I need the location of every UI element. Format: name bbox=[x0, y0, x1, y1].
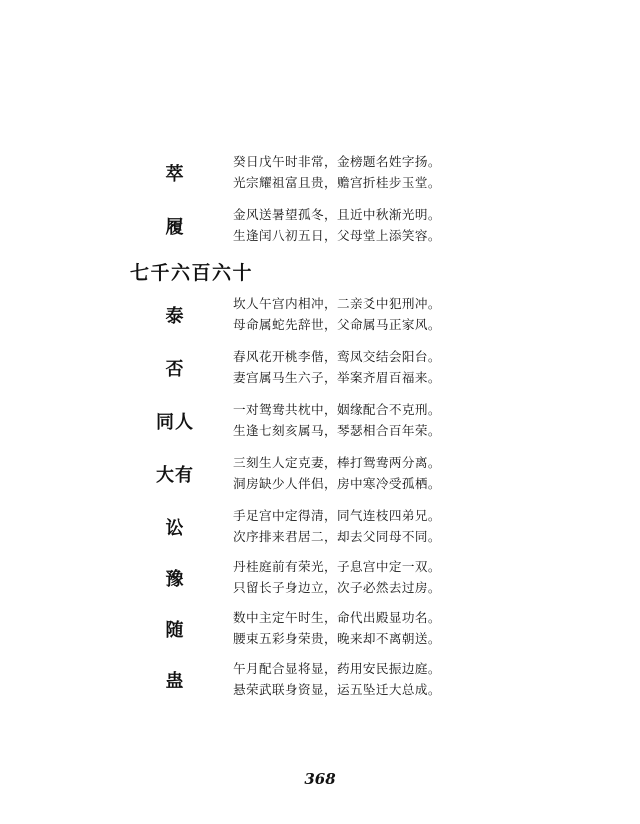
verse-line: 只留长子身边立，次子必然去过房。 bbox=[233, 580, 441, 595]
verse-block bbox=[233, 399, 473, 441]
hexagram-entry bbox=[0, 399, 640, 443]
verse-line: 光宗耀祖富且贵，赡宫折桂步玉堂。 bbox=[233, 175, 441, 190]
verse-line: 春风花开桃李偕，鸾凤交结会阳台。 bbox=[233, 349, 441, 364]
verse-line: 腰束五彩身荣贵，晚来却不离朝送。 bbox=[233, 631, 441, 646]
hexagram-name: 泰 bbox=[165, 306, 185, 327]
verse-line: 次序排来君居二，却去父同母不同。 bbox=[233, 529, 441, 544]
verse-line: 洞房缺少人伴侣，房中寒冷受孤栖。 bbox=[233, 476, 441, 491]
page-number: 368 bbox=[304, 770, 336, 788]
verse-line: 午月配合显将显，药用安民振边庭。 bbox=[233, 661, 441, 676]
hexagram-name: 否 bbox=[165, 359, 185, 380]
verse-line: 金风送暑望孤冬，且近中秋渐光明。 bbox=[233, 207, 441, 222]
hexagram-entry bbox=[0, 151, 640, 195]
hexagram-name: 大有 bbox=[156, 465, 194, 486]
verse-line: 手足宫中定得清，同气连枝四弟兄。 bbox=[233, 508, 441, 523]
verse-block bbox=[233, 151, 473, 193]
verse-block bbox=[233, 505, 473, 547]
verse-line: 妻宫属马生六子，举案齐眉百福来。 bbox=[233, 370, 441, 385]
hexagram-name: 豫 bbox=[165, 569, 185, 590]
verse-block bbox=[233, 556, 473, 598]
verse-line: 母命属蛇先辞世，父命属马正家风。 bbox=[233, 317, 441, 332]
verse-line: 生逢七刻亥属马，琴瑟相合百年荣。 bbox=[233, 423, 441, 438]
hexagram-entry bbox=[0, 452, 640, 496]
verse-block bbox=[233, 293, 473, 335]
verse-line: 生逢闰八初五日，父母堂上添笑容。 bbox=[233, 228, 441, 243]
section-heading: 七千六百六十 bbox=[130, 262, 254, 284]
verse-line: 丹桂庭前有荣光，子息宫中定一双。 bbox=[233, 559, 441, 574]
hexagram-name: 萃 bbox=[165, 164, 185, 185]
hexagram-entry bbox=[0, 293, 640, 337]
hexagram-entry bbox=[0, 658, 640, 702]
hexagram-entry bbox=[0, 346, 640, 390]
verse-line: 悬荣武联身资显，运五坠迁大总成。 bbox=[233, 682, 441, 697]
verse-block bbox=[233, 658, 473, 700]
verse-block bbox=[233, 607, 473, 649]
verse-block bbox=[233, 452, 473, 494]
verse-block bbox=[233, 204, 473, 246]
hexagram-name: 同人 bbox=[156, 412, 194, 433]
hexagram-entry bbox=[0, 204, 640, 248]
verse-line: 三刻生人定克妻，棒打鸳鸯两分离。 bbox=[233, 455, 441, 470]
verse-line: 癸日戊午时非常，金榜题名姓字扬。 bbox=[233, 154, 441, 169]
hexagram-name: 履 bbox=[165, 217, 185, 238]
hexagram-name: 随 bbox=[165, 620, 185, 641]
verse-line: 一对鸳鸯共枕中，姻缘配合不克刑。 bbox=[233, 402, 441, 417]
hexagram-entry bbox=[0, 607, 640, 651]
hexagram-entry bbox=[0, 505, 640, 549]
hexagram-entry bbox=[0, 556, 640, 600]
hexagram-name: 讼 bbox=[165, 518, 185, 539]
verse-line: 数中主定午时生，命代出殿显功名。 bbox=[233, 610, 441, 625]
verse-line: 坎人午宫内相冲，二亲爻中犯刑冲。 bbox=[233, 296, 441, 311]
hexagram-name: 蛊 bbox=[165, 671, 185, 692]
verse-block bbox=[233, 346, 473, 388]
